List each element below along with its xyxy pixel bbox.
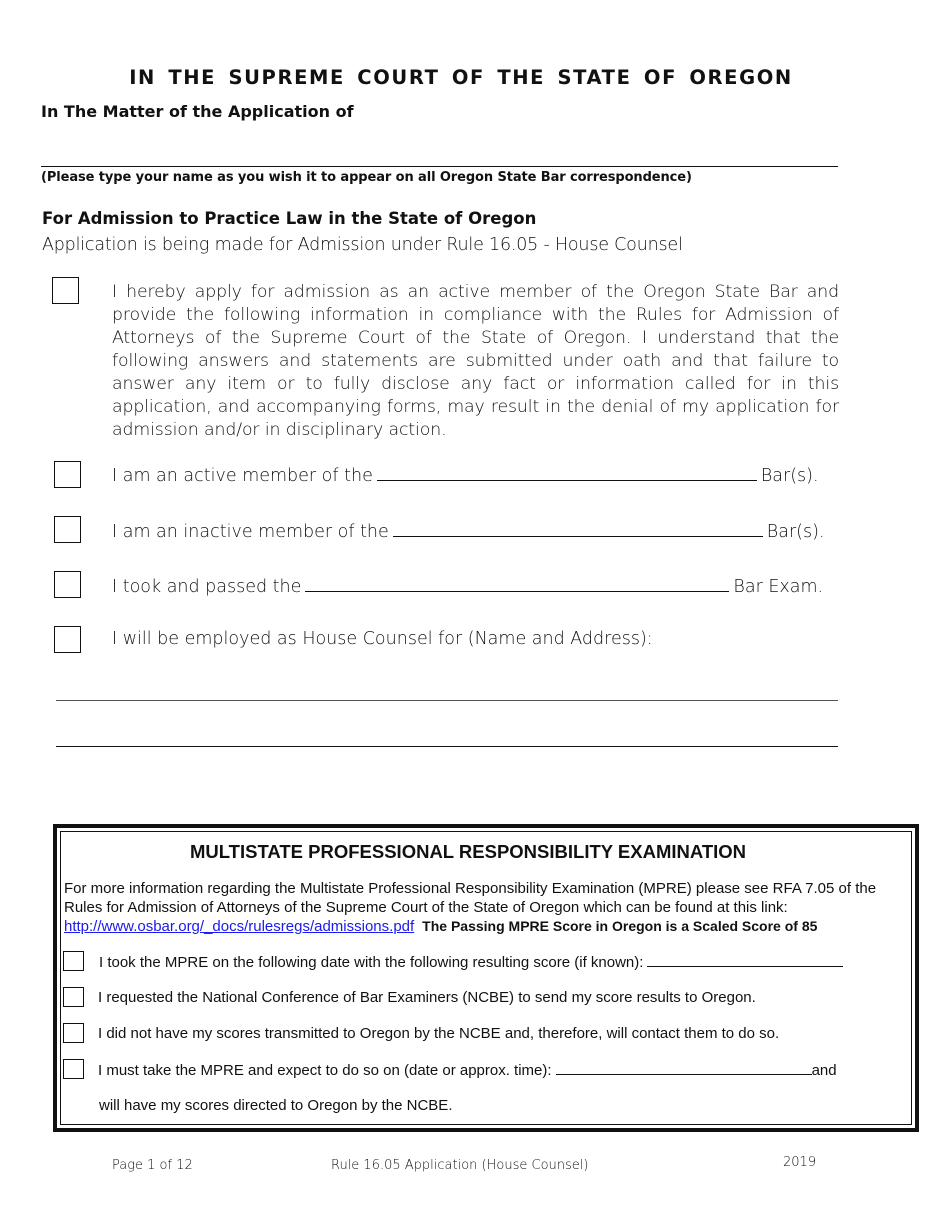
house-counsel-label: I will be employed as House Counsel for (Name and Address): [112,629,653,649]
bar-exam-row [112,574,823,597]
name-instruction: (Please type your name as you wish it to appear on all Oregon State Bar correspondence) [41,170,692,185]
employer-line-1[interactable] [56,700,838,701]
bar-exam-field[interactable] [305,574,729,592]
mpre-future-checkbox[interactable] [63,1059,84,1079]
admission-heading: For Admission to Practice Law in the State of Oregon [42,209,537,228]
inactive-bar-field[interactable] [393,519,763,537]
inactive-member-label: I am an inactive member of the [112,522,389,542]
mpre-future-continuation: will have my scores directed to Oregon by the NCBE. [99,1097,453,1114]
mpre-taken-label: I took the MPRE on the following date with the following resulting score (if known): [99,954,644,971]
mpre-future-label: I must take the MPRE and expect to do so on (date or approx. time): [98,1062,552,1079]
oath-statement: I hereby apply for admission as an active member of the Oregon State Bar and provide the following information in compliance with the Rules for Admission of Attorneys of the Supreme Court of the State of Oregon. I understand that the following answers and statements are submitted under oath and that failure to answer any item or to fully disclose any fact or information called for in this application, and accompanying forms, may result in the denial of my application for admission and/or in disciplinary action. [112,282,839,440]
form-name: Rule 16.05 Application (House Counsel) [331,1158,589,1173]
oath-checkbox[interactable] [52,277,79,304]
mpre-not-sent-checkbox[interactable] [63,1023,84,1043]
admissions-rules-link[interactable]: http://www.osbar.org/_docs/rulesregs/admissions.pdf [64,918,415,935]
inactive-bar-suffix: Bar(s). [766,522,825,542]
rule-statement: Application is being made for Admission under Rule 16.05 - House Counsel [42,235,683,255]
mpre-taken-row [99,953,843,971]
form-year: 2019 [783,1155,817,1170]
mpre-requested-label: I requested the National Conference of Bar Examiners (NCBE) to send my score results to Oregon. [98,989,756,1006]
matter-heading: In The Matter of the Application of [41,102,354,121]
mpre-info-text: For more information regarding the Multistate Professional Responsibility Examination (MPRE) please see RFA 7.05 of the Rules for Admission of Attorneys of the Supreme Court of the State of Oregon which can be found at this link: [64,880,877,916]
bar-exam-suffix: Bar Exam. [733,577,824,597]
mpre-future-row [98,1061,837,1079]
bar-exam-label: I took and passed the [112,577,302,597]
inactive-member-checkbox[interactable] [54,516,81,543]
active-member-row [112,463,819,486]
inactive-member-row [112,519,825,542]
mpre-score-field[interactable] [647,953,843,967]
house-counsel-checkbox[interactable] [54,626,81,653]
passing-score-note: The Passing MPRE Score in Oregon is a Scaled Score of 85 [422,918,818,934]
court-title: IN THE SUPREME COURT OF THE STATE OF OREGON [129,66,793,89]
active-bar-field[interactable] [377,463,757,481]
active-member-checkbox[interactable] [54,461,81,488]
mpre-requested-checkbox[interactable] [63,987,84,1007]
mpre-info [64,880,884,937]
mpre-section [53,824,919,1132]
mpre-not-sent-label: I did not have my scores transmitted to Oregon by the NCBE and, therefore, will contact them to do so. [98,1025,780,1042]
mpre-date-field[interactable] [556,1061,812,1075]
active-member-label: I am an active member of the [112,466,373,486]
active-bar-suffix: Bar(s). [760,466,819,486]
mpre-taken-checkbox[interactable] [63,951,84,971]
bar-exam-checkbox[interactable] [54,571,81,598]
applicant-name-field[interactable] [41,166,838,167]
mpre-future-and: and [811,1062,837,1079]
employer-line-2[interactable] [56,746,838,747]
mpre-inner-border [60,831,912,1125]
page-number: Page 1 of 12 [112,1158,193,1173]
mpre-title: MULTISTATE PROFESSIONAL RESPONSIBILITY EXAMINATION [189,841,747,862]
